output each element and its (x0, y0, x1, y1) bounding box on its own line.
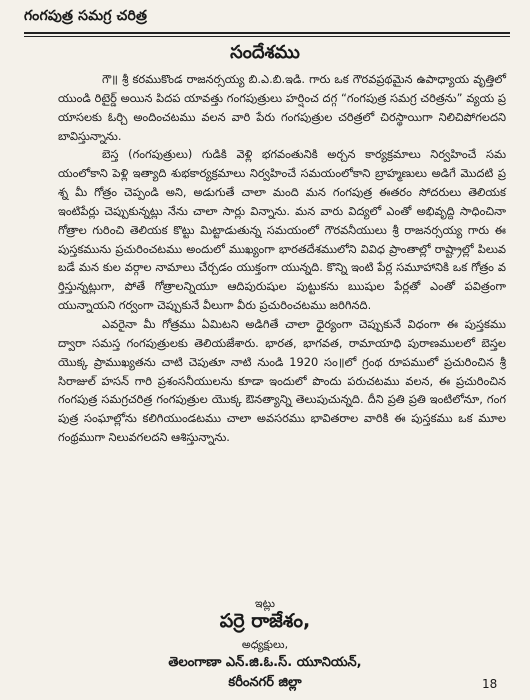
signature-closing: ఇట్లు (255, 597, 275, 610)
running-header: గంగపుత్ర సమగ్ర చరిత్ర (24, 8, 148, 24)
signature-designation: అధ్యక్షులు, (241, 638, 289, 651)
header-rule-thick (24, 32, 510, 34)
page-number: 18 (482, 677, 498, 691)
message-title: సందేశము (230, 42, 300, 63)
signature-district: కరీంనగర్ జిల్లా (228, 675, 302, 690)
header-rule-thin (24, 36, 510, 37)
paragraph-1: గౌ॥ శ్రీ కరముకొండ రాజనర్సయ్య బి.ఎ.బి.ఇడి. గారు ఒక గౌరవప్రథమైన ఉపాధ్యాయ వృత్తిలో యుండి రిటైర్డ్ అయిన పిదప యావత్తు గంగపుత్రులు హర్షించ దగ్గ “గంగపుత్ర సమగ్ర చరిత్రను” వ్యయ ప్రయాసలకు ఓర్చి అందించటము వలన వారి పేరు గంగపుత్రుల చరిత్రలో చిరస్థాయిగా నిలిచిపోగలదని బావిస్తున్నాను. (58, 72, 506, 143)
signature-organization: తెలంగాణా ఎన్.జి.ఓ.స్. యూనియన్, (168, 655, 362, 670)
signature-name: పర్రె రాజేశం, (219, 610, 311, 632)
paragraph-2: బెస్త (గంగపుత్రులు) గుడికి వెళ్లి భగవంతునికి అర్చన కార్యక్రమాలు నిర్వహించే సమయంలోకాని పెళ్లి ఇత్యాది శుభకార్యక్రమాలు నిర్వహించే సమయంలోకాని బ్రాహ్మణులు అడిగే మొదటి ప్రశ్న మీ గోత్రం చెప్పండి అని, అడుగుతే చాలా మంది మన గంగపుత్ర ఈతరం సోదరులు తెలియక ఇంటిపేర్లు చెప్పుకున్నట్లు నేను చాలా సార్లు విన్నాను. మన వారు విద్యలో ఎంతో అభివృద్ది సాధించినా గోత్రాల గురించి తెలియక కొట్టు మిట్టాడుతున్న సమయంలో గౌరవనీయులు శ్రీ రాజనర్సయ్య గారు ఈ పుస్తకమును ప్రచురించటము అందులో ముఖ్యంగా భారతదేశములోని వివిధ ప్రాంతాల్లో రాష్ట్రాల్లో పిలువబడే మన కుల వర్గాల నామాలు చేర్చడం యుక్తంగా యున్నది. కొన్ని ఇంటి పేర్ల సమూహానికి ఒక గోత్రం వర్తిస్తున్నట్లుగా, పోతే గోత్రాలన్నియూ ఆదిపురుషుల పుట్టుకను ఋషుల పేర్లతో ఎంతో పవిత్రంగా యున్నాయని గర్వంగా చెప్పుకునే వీలుగా వీరు ప్రచురించటము జరిగినది. (58, 147, 506, 313)
message-body (58, 70, 506, 447)
paragraph-3: ఎవరైనా మీ గోత్రము ఏమిటని అడిగితే చాలా ధైర్యంగా చెప్పుకునే విధంగా ఈ పుస్తకము ద్వారా సమస్త గంగపుత్రులకు తెలియజేశారు. భారత, భాగవత, రామాయాధి పురాణములలో బెస్తల యొక్క ప్రాముఖ్యతను చాటి చెపుతూ నాటి నుండి 1920 సం॥లో గ్రంథ రూపములో ప్రచురించిన శ్రీ సిరాజుల్ హసన్ గారి ప్రశంసనీయులను కూడా ఇందులో పొందు పరుచటము వలన, ఈ ప్రచురించిన గంగపుత్ర సమగ్రచరిత్ర గంగపుత్రుల యొక్క ఔనత్యాన్ని తెలుపుచున్నది. దీని ప్రతి ప్రతి ఇంటిలోనూ, గంగపుత్ర సంఘాల్లోను కలిగియుండటము చాలా అవసరము భావితరాల వారికి ఈ పుస్తకము ఒక మూల గంథ్రముగా నిలువగలదని ఆశిస్తున్నాను. (58, 316, 506, 445)
